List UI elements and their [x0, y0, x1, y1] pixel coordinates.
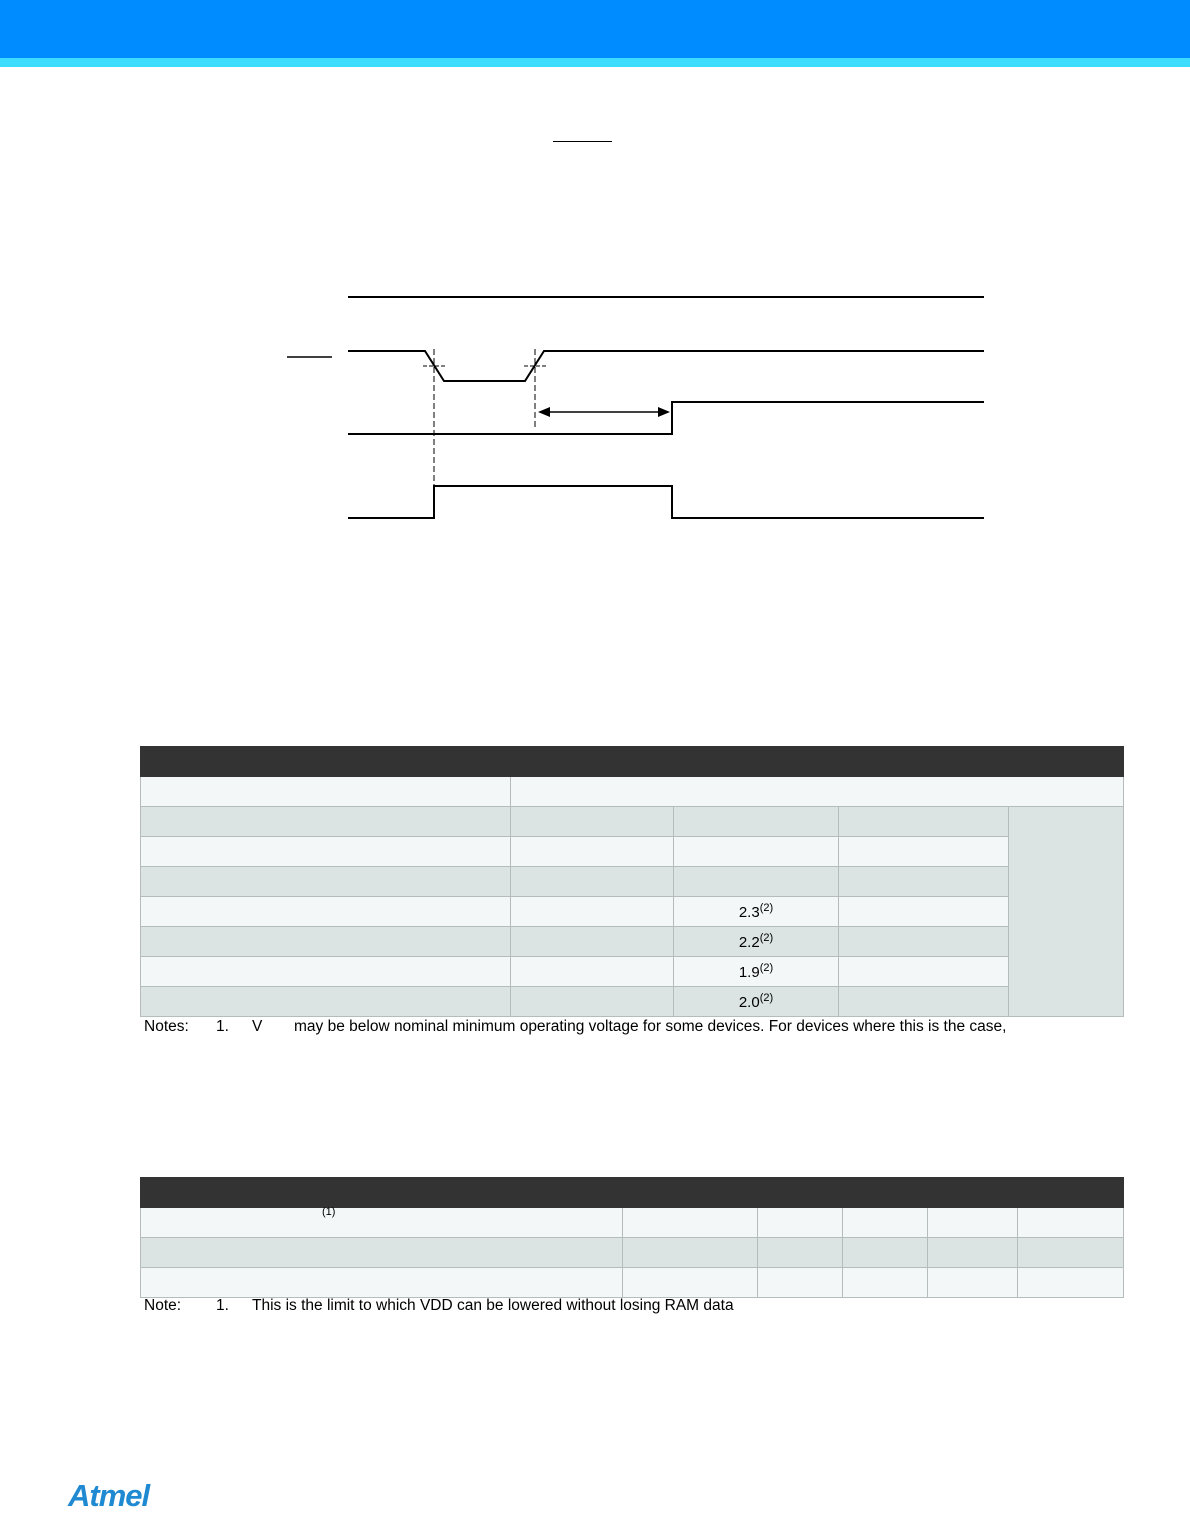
table-row	[141, 807, 1124, 837]
note-text: This is the limit to which VDD can be lowered without losing RAM data	[252, 1297, 734, 1314]
table-row	[141, 987, 1124, 1017]
tout-arrowhead-left	[538, 407, 550, 417]
table-row	[141, 1208, 1124, 1238]
typ-value-cell: 2.2$^{(2)}$	[674, 927, 839, 957]
notes-label: Notes:	[144, 1018, 189, 1035]
table-header-row	[141, 1178, 1124, 1208]
note-number: 1.	[216, 1297, 229, 1314]
table-row	[141, 957, 1124, 987]
unit-cell	[1009, 807, 1124, 1017]
internal-reset-signal	[348, 486, 984, 518]
table-row	[141, 927, 1124, 957]
typ-value-cell: 2.0$^{(2)}$	[674, 987, 839, 1017]
notes-symbol: V	[252, 1018, 263, 1035]
note-label: Note:	[144, 1297, 182, 1314]
ram-retention-table	[140, 1177, 1124, 1298]
notes-number: 1.	[216, 1018, 229, 1035]
table-row	[141, 867, 1124, 897]
ram-table-note	[144, 1297, 1044, 1317]
table-row	[141, 897, 1124, 927]
table-header-row	[141, 747, 1124, 777]
footnote-ref: (1)	[322, 1206, 336, 1218]
timing-diagram	[0, 0, 1190, 600]
notes-text: may be below nominal minimum operating voltage for some devices. For devices where this is the case,	[294, 1018, 1007, 1035]
typ-value-cell: 1.9$^{(2)}$	[674, 957, 839, 987]
time-out-signal	[348, 402, 984, 434]
atmel-logo: Atmel	[68, 1478, 150, 1513]
table-row	[141, 837, 1124, 867]
bod-table-notes	[144, 1018, 1124, 1038]
table-row	[141, 1238, 1124, 1268]
tout-arrowhead-right	[658, 407, 670, 417]
bod-threshold-table	[140, 746, 1124, 1017]
table-row	[141, 1268, 1124, 1298]
table-row	[141, 777, 1124, 807]
typ-value-cell: 2.3$^{(2)}$	[674, 897, 839, 927]
